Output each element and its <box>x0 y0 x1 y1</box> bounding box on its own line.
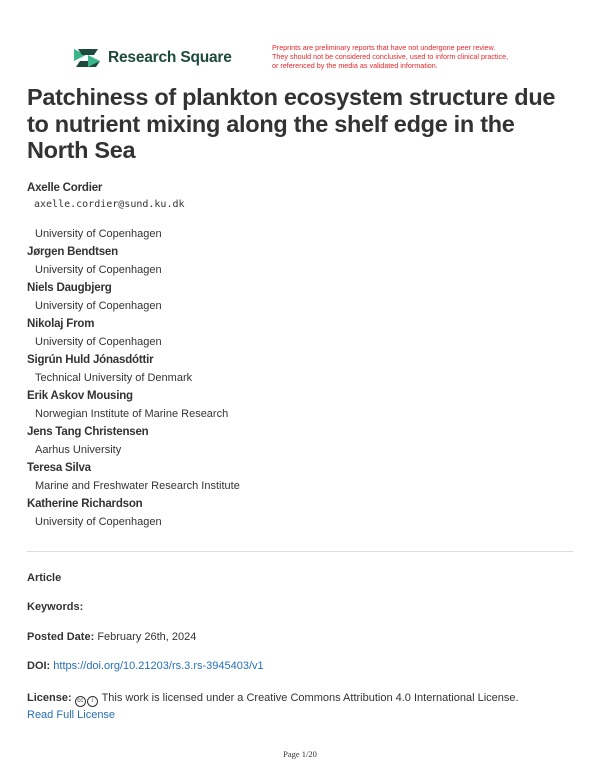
keywords-row: Keywords: <box>27 601 84 613</box>
author-affiliation: Technical University of Denmark <box>35 372 193 384</box>
author-name: Nikolaj From <box>27 318 95 330</box>
license-label: License: <box>27 692 72 704</box>
author-name: Jørgen Bendtsen <box>27 246 118 258</box>
author-list <box>27 179 572 531</box>
doi-row <box>27 660 573 672</box>
license-text: This work is licensed under a Creative Commons Attribution 4.0 International License. <box>101 692 519 704</box>
author-name: Katherine Richardson <box>27 498 143 510</box>
author-affiliation: Aarhus University <box>35 444 122 456</box>
author-name: Sigrún Huld Jónasdóttir <box>27 354 154 366</box>
preprint-disclaimer <box>272 44 562 70</box>
doi-label: DOI: <box>27 660 51 672</box>
research-square-logo-icon <box>72 46 102 70</box>
author-affiliation: University of Copenhagen <box>35 516 162 528</box>
author-name: Jens Tang Christensen <box>27 426 149 438</box>
license-row <box>27 690 573 724</box>
article-type: Article <box>27 572 62 584</box>
posted-date-row <box>27 631 573 643</box>
author-affiliation: University of Copenhagen <box>35 264 162 276</box>
author-affiliation: Norwegian Institute of Marine Research <box>35 408 229 420</box>
author-affiliation: Marine and Freshwater Research Institute <box>35 480 240 492</box>
cc-icon: cc <box>75 696 86 707</box>
author-name: Niels Daugbjerg <box>27 282 112 294</box>
read-full-license-link[interactable]: Read Full License <box>27 709 116 721</box>
author-name: Erik Askov Mousing <box>27 390 133 402</box>
page-number: Page 1/20 <box>283 749 317 759</box>
by-attribution-icon: i <box>87 696 98 707</box>
disclaimer-line: Preprints are preliminary reports that have not undergone peer review. <box>272 43 496 52</box>
author-name: Axelle Cordier <box>27 182 103 194</box>
author-name: Teresa Silva <box>27 462 91 474</box>
disclaimer-line: They should not be considered conclusive, used to inform clinical practice, <box>272 51 509 61</box>
author-affiliation: University of Copenhagen <box>35 336 162 348</box>
author-affiliation: University of Copenhagen <box>35 300 162 312</box>
logo-wordmark: Research Square <box>108 49 232 66</box>
disclaimer-line: or referenced by the media as validated information. <box>272 60 438 70</box>
posted-date-label: Posted Date: <box>27 631 95 643</box>
header <box>72 44 542 78</box>
author-email-link[interactable]: axelle.cordier@sund.ku.dk <box>34 199 185 210</box>
paper-title: Patchiness of plankton ecosystem structure due to nutrient mixing along the shelf edge in the North Sea <box>27 84 556 163</box>
doi-link[interactable]: https://doi.org/10.21203/rs.3.rs-3945403/v1 <box>53 660 264 672</box>
posted-date-value: February 26th, 2024 <box>97 631 197 643</box>
author-affiliation: University of Copenhagen <box>35 228 162 240</box>
section-divider <box>27 551 573 552</box>
research-square-logo[interactable] <box>72 46 232 70</box>
